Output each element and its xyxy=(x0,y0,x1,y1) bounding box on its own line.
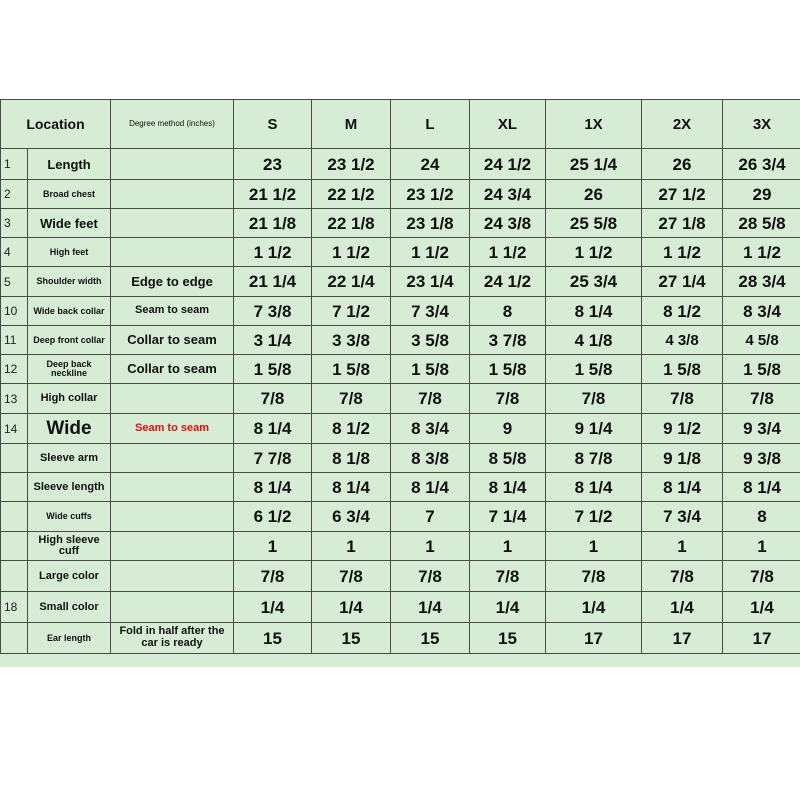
method-cell: Edge to edge xyxy=(111,267,234,297)
row-number xyxy=(1,532,28,561)
size-header-l: L xyxy=(391,100,470,149)
value-cell: 8 1/4 xyxy=(470,473,546,502)
value-cell: 7 3/4 xyxy=(391,297,470,326)
location-cell: Small color xyxy=(28,592,111,623)
method-cell xyxy=(111,561,234,592)
value-cell: 26 xyxy=(546,180,642,209)
row-number: 13 xyxy=(1,384,28,414)
value-cell: 1 1/2 xyxy=(723,238,800,267)
row-number: 3 xyxy=(1,209,28,238)
table-row xyxy=(1,502,800,532)
value-cell: 24 3/4 xyxy=(470,180,546,209)
value-cell: 3 1/4 xyxy=(234,326,312,355)
row-number: 14 xyxy=(1,414,28,444)
value-cell: 1 5/8 xyxy=(312,355,391,384)
table-row xyxy=(1,414,800,444)
value-cell: 7 1/2 xyxy=(312,297,391,326)
row-number: 12 xyxy=(1,355,28,384)
value-cell: 1/4 xyxy=(391,592,470,623)
value-cell: 9 xyxy=(470,414,546,444)
value-cell: 1/4 xyxy=(723,592,800,623)
value-cell: 8 3/4 xyxy=(723,297,800,326)
value-cell: 9 1/8 xyxy=(642,444,723,473)
value-cell: 7/8 xyxy=(470,384,546,414)
value-cell: 21 1/4 xyxy=(234,267,312,297)
value-cell: 26 xyxy=(642,149,723,180)
row-number xyxy=(1,444,28,473)
method-cell xyxy=(111,149,234,180)
row-number: 18 xyxy=(1,592,28,623)
value-cell: 23 1/4 xyxy=(391,267,470,297)
location-cell: Large color xyxy=(28,561,111,592)
value-cell: 7/8 xyxy=(723,384,800,414)
location-cell: Length xyxy=(28,149,111,180)
value-cell: 15 xyxy=(234,623,312,654)
size-header-2x: 2X xyxy=(642,100,723,149)
method-cell xyxy=(111,209,234,238)
value-cell: 8 1/8 xyxy=(312,444,391,473)
method-cell xyxy=(111,180,234,209)
row-number xyxy=(1,502,28,532)
table-row xyxy=(1,238,800,267)
method-cell xyxy=(111,592,234,623)
size-header-s: S xyxy=(234,100,312,149)
row-number: 2 xyxy=(1,180,28,209)
value-cell: 1 5/8 xyxy=(470,355,546,384)
row-number: 1 xyxy=(1,149,28,180)
value-cell: 22 1/4 xyxy=(312,267,391,297)
location-cell: High sleeve cuff xyxy=(28,532,111,561)
row-number xyxy=(1,561,28,592)
value-cell: 4 3/8 xyxy=(642,326,723,355)
size-table xyxy=(0,99,800,654)
location-cell: High feet xyxy=(28,238,111,267)
value-cell: 23 1/8 xyxy=(391,209,470,238)
value-cell: 28 5/8 xyxy=(723,209,800,238)
value-cell: 7 xyxy=(391,502,470,532)
row-number: 11 xyxy=(1,326,28,355)
method-cell: Seam to seam xyxy=(111,297,234,326)
row-number xyxy=(1,473,28,502)
value-cell: 7/8 xyxy=(723,561,800,592)
method-cell: Collar to seam xyxy=(111,326,234,355)
table-row xyxy=(1,326,800,355)
value-cell: 15 xyxy=(312,623,391,654)
value-cell: 1 xyxy=(723,532,800,561)
row-number xyxy=(1,623,28,654)
table-row xyxy=(1,592,800,623)
value-cell: 1 5/8 xyxy=(234,355,312,384)
value-cell: 1 xyxy=(470,532,546,561)
header-row xyxy=(1,100,800,149)
table-row xyxy=(1,444,800,473)
value-cell: 7/8 xyxy=(546,561,642,592)
value-cell: 1/4 xyxy=(546,592,642,623)
table-row xyxy=(1,209,800,238)
value-cell: 8 3/4 xyxy=(391,414,470,444)
value-cell: 25 1/4 xyxy=(546,149,642,180)
value-cell: 7/8 xyxy=(234,561,312,592)
value-cell: 1 1/2 xyxy=(546,238,642,267)
value-cell: 8 3/8 xyxy=(391,444,470,473)
method-cell: Fold in half after the car is ready xyxy=(111,623,234,654)
row-number: 4 xyxy=(1,238,28,267)
method-cell: Collar to seam xyxy=(111,355,234,384)
value-cell: 24 1/2 xyxy=(470,149,546,180)
value-cell: 8 1/4 xyxy=(234,473,312,502)
location-cell: Sleeve length xyxy=(28,473,111,502)
method-cell xyxy=(111,238,234,267)
value-cell: 22 1/2 xyxy=(312,180,391,209)
value-cell: 27 1/8 xyxy=(642,209,723,238)
table-row xyxy=(1,267,800,297)
value-cell: 1 1/2 xyxy=(642,238,723,267)
value-cell: 7/8 xyxy=(312,561,391,592)
value-cell: 8 1/4 xyxy=(391,473,470,502)
size-header-m: M xyxy=(312,100,391,149)
location-cell: Wide back collar xyxy=(28,297,111,326)
value-cell: 8 1/2 xyxy=(312,414,391,444)
value-cell: 8 1/4 xyxy=(546,473,642,502)
value-cell: 9 3/4 xyxy=(723,414,800,444)
value-cell: 8 1/4 xyxy=(312,473,391,502)
value-cell: 1 5/8 xyxy=(723,355,800,384)
value-cell: 8 7/8 xyxy=(546,444,642,473)
value-cell: 6 3/4 xyxy=(312,502,391,532)
value-cell: 23 1/2 xyxy=(312,149,391,180)
location-cell: Wide xyxy=(28,414,111,444)
size-header-3x: 3X xyxy=(723,100,800,149)
location-cell: Deep front collar xyxy=(28,326,111,355)
value-cell: 1 1/2 xyxy=(234,238,312,267)
value-cell: 1 1/2 xyxy=(391,238,470,267)
value-cell: 4 5/8 xyxy=(723,326,800,355)
value-cell: 27 1/2 xyxy=(642,180,723,209)
location-cell: Wide feet xyxy=(28,209,111,238)
value-cell: 8 1/4 xyxy=(642,473,723,502)
value-cell: 1 xyxy=(546,532,642,561)
method-cell xyxy=(111,502,234,532)
table-row xyxy=(1,473,800,502)
value-cell: 8 xyxy=(470,297,546,326)
value-cell: 7 3/8 xyxy=(234,297,312,326)
table-row xyxy=(1,180,800,209)
value-cell: 1/4 xyxy=(312,592,391,623)
value-cell: 26 3/4 xyxy=(723,149,800,180)
value-cell: 15 xyxy=(470,623,546,654)
value-cell: 7/8 xyxy=(470,561,546,592)
value-cell: 17 xyxy=(642,623,723,654)
method-header: Degree method (inches) xyxy=(111,100,234,149)
size-header-1x: 1X xyxy=(546,100,642,149)
location-cell: Wide cuffs xyxy=(28,502,111,532)
value-cell: 7 1/2 xyxy=(546,502,642,532)
value-cell: 7/8 xyxy=(391,384,470,414)
value-cell: 1 xyxy=(391,532,470,561)
value-cell: 4 1/8 xyxy=(546,326,642,355)
table-row xyxy=(1,297,800,326)
value-cell: 24 xyxy=(391,149,470,180)
value-cell: 1 1/2 xyxy=(312,238,391,267)
method-cell: Seam to seam xyxy=(111,414,234,444)
table-row xyxy=(1,561,800,592)
value-cell: 25 3/4 xyxy=(546,267,642,297)
location-header: Location xyxy=(1,100,111,149)
table-row xyxy=(1,623,800,654)
method-cell xyxy=(111,473,234,502)
value-cell: 27 1/4 xyxy=(642,267,723,297)
value-cell: 15 xyxy=(391,623,470,654)
value-cell: 7/8 xyxy=(642,384,723,414)
location-cell: Ear length xyxy=(28,623,111,654)
value-cell: 3 3/8 xyxy=(312,326,391,355)
size-header-xl: XL xyxy=(470,100,546,149)
value-cell: 22 1/8 xyxy=(312,209,391,238)
location-cell: High collar xyxy=(28,384,111,414)
table-row xyxy=(1,384,800,414)
value-cell: 1 1/2 xyxy=(470,238,546,267)
value-cell: 9 3/8 xyxy=(723,444,800,473)
value-cell: 6 1/2 xyxy=(234,502,312,532)
value-cell: 8 xyxy=(723,502,800,532)
value-cell: 8 1/4 xyxy=(234,414,312,444)
location-cell: Shoulder width xyxy=(28,267,111,297)
value-cell: 8 1/4 xyxy=(723,473,800,502)
value-cell: 8 1/4 xyxy=(546,297,642,326)
value-cell: 25 5/8 xyxy=(546,209,642,238)
value-cell: 1 5/8 xyxy=(391,355,470,384)
size-chart xyxy=(0,99,800,667)
value-cell: 28 3/4 xyxy=(723,267,800,297)
value-cell: 24 3/8 xyxy=(470,209,546,238)
value-cell: 9 1/2 xyxy=(642,414,723,444)
value-cell: 23 xyxy=(234,149,312,180)
value-cell: 7/8 xyxy=(391,561,470,592)
value-cell: 29 xyxy=(723,180,800,209)
value-cell: 7 3/4 xyxy=(642,502,723,532)
location-cell: Deep back neckline xyxy=(28,355,111,384)
value-cell: 7/8 xyxy=(312,384,391,414)
method-cell xyxy=(111,444,234,473)
value-cell: 7/8 xyxy=(234,384,312,414)
value-cell: 7/8 xyxy=(642,561,723,592)
value-cell: 23 1/2 xyxy=(391,180,470,209)
value-cell: 1/4 xyxy=(234,592,312,623)
value-cell: 17 xyxy=(546,623,642,654)
value-cell: 1 5/8 xyxy=(642,355,723,384)
value-cell: 17 xyxy=(723,623,800,654)
table-row xyxy=(1,532,800,561)
value-cell: 1/4 xyxy=(642,592,723,623)
value-cell: 1/4 xyxy=(470,592,546,623)
value-cell: 7 1/4 xyxy=(470,502,546,532)
value-cell: 3 5/8 xyxy=(391,326,470,355)
value-cell: 3 7/8 xyxy=(470,326,546,355)
value-cell: 8 5/8 xyxy=(470,444,546,473)
row-number: 5 xyxy=(1,267,28,297)
value-cell: 1 5/8 xyxy=(546,355,642,384)
value-cell: 1 xyxy=(312,532,391,561)
method-cell xyxy=(111,532,234,561)
value-cell: 21 1/2 xyxy=(234,180,312,209)
location-cell: Broad chest xyxy=(28,180,111,209)
method-cell xyxy=(111,384,234,414)
value-cell: 7/8 xyxy=(546,384,642,414)
table-row xyxy=(1,149,800,180)
value-cell: 1 xyxy=(234,532,312,561)
row-number: 10 xyxy=(1,297,28,326)
value-cell: 21 1/8 xyxy=(234,209,312,238)
value-cell: 24 1/2 xyxy=(470,267,546,297)
value-cell: 7 7/8 xyxy=(234,444,312,473)
value-cell: 1 xyxy=(642,532,723,561)
location-cell: Sleeve arm xyxy=(28,444,111,473)
value-cell: 9 1/4 xyxy=(546,414,642,444)
table-row xyxy=(1,355,800,384)
value-cell: 8 1/2 xyxy=(642,297,723,326)
